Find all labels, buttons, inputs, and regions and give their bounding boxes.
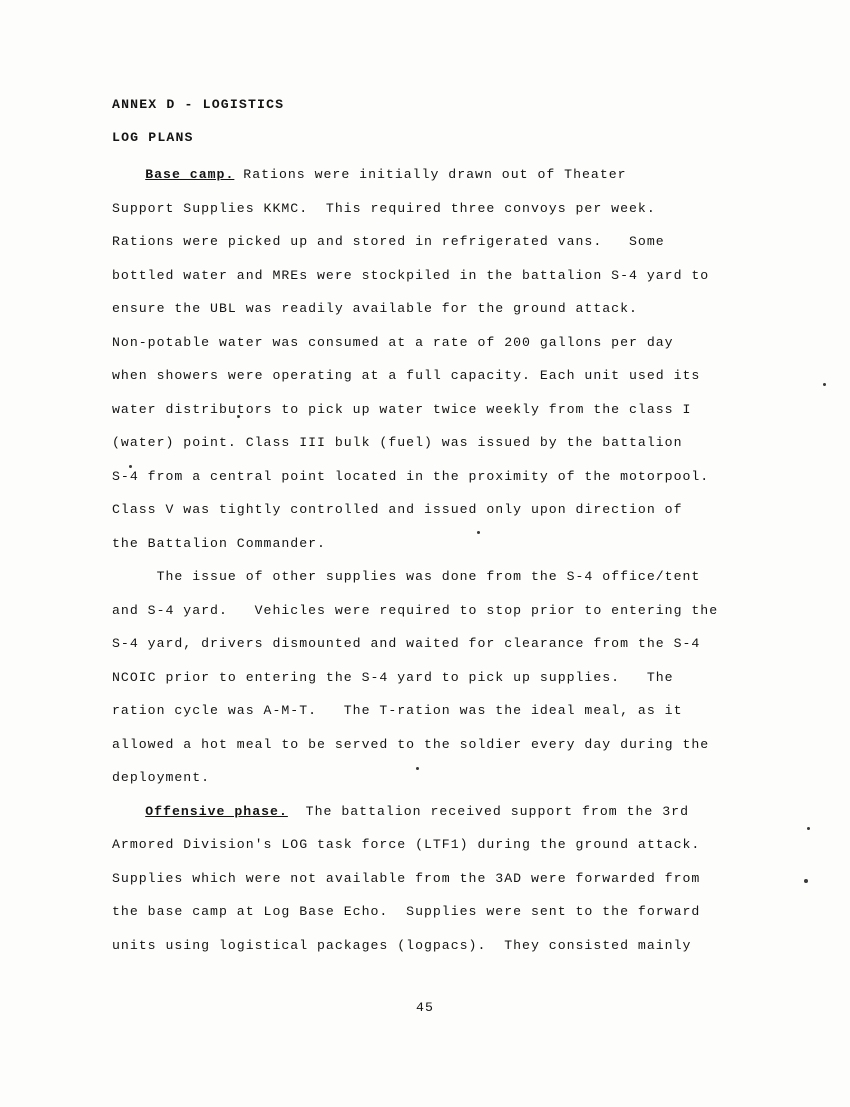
line-text: S-4 from a central point located in the proximity of the motorpool.: [112, 468, 710, 484]
paragraph-first-line: [112, 158, 802, 192]
line-text: The battalion received support from the 3rd: [287, 803, 689, 819]
document-body: [112, 88, 802, 962]
line-text: the base camp at Log Base Echo. Supplies were sent to the forward: [112, 904, 701, 919]
line-text: Rations were initially drawn out of Theater: [234, 167, 627, 182]
line-text: the Battalion Commander.: [112, 535, 326, 551]
annex-title: ANNEX D - LOGISTICS: [112, 97, 285, 112]
line-text: Non-potable water was consumed at a rate of 200 gallons per day: [112, 334, 674, 350]
line-text: ration cycle was A-M-T. The T-ration was the ideal meal, as it: [112, 703, 683, 718]
scan-artifact-speck: [823, 383, 826, 386]
line-text: bottled water and MREs were stockpiled in the battalion S-4 yard to: [112, 267, 710, 283]
paragraph-offensive-phase: [112, 795, 802, 963]
line-text: deployment.: [112, 770, 211, 785]
line-text: Class V was tightly controlled and issued only upon direction of: [112, 502, 683, 517]
line-text: S-4 yard, drivers dismounted and waited for clearance from the S-4: [112, 636, 701, 651]
page-number: 45: [415, 1000, 435, 1015]
line-text: Armored Division's LOG task force (LTF1) during the ground attack.: [112, 837, 701, 852]
line-text: when showers were operating at a full capacity. Each unit used its: [112, 368, 701, 383]
scan-artifact-speck: [807, 827, 810, 830]
line-text: Rations were picked up and stored in refrigerated vans. Some: [112, 234, 665, 249]
paragraph-supply-issue: [112, 560, 802, 795]
paragraph-first-line: [112, 795, 802, 829]
line-text: Supplies which were not available from the 3AD were forwarded from: [112, 870, 701, 886]
line-text: The issue of other supplies was done from the S-4 office/tent: [112, 569, 701, 584]
line-text: ensure the UBL was readily available for the ground attack.: [112, 301, 638, 316]
paragraph-base-camp: [112, 158, 802, 560]
line-text: units using logistical packages (logpacs). They consisted mainly: [112, 937, 692, 953]
line-text: NCOIC prior to entering the S-4 yard to pick up supplies. The: [112, 669, 674, 685]
run-in-heading-base-camp: Base camp.: [145, 167, 235, 182]
line-text: allowed a hot meal to be served to the soldier every day during the: [112, 736, 710, 752]
line-text: (water) point. Class III bulk (fuel) was issued by the battalion: [112, 435, 683, 450]
line-text: water distributors to pick up water twice weekly from the class I: [112, 401, 692, 417]
line-text: Support Supplies KKMC. This required three convoys per week.: [112, 200, 656, 216]
scan-artifact-speck: [804, 879, 808, 883]
section-title: LOG PLANS: [112, 130, 194, 145]
line-text: and S-4 yard. Vehicles were required to stop prior to entering the: [112, 602, 719, 618]
run-in-heading-offensive-phase: Offensive phase.: [145, 803, 288, 819]
